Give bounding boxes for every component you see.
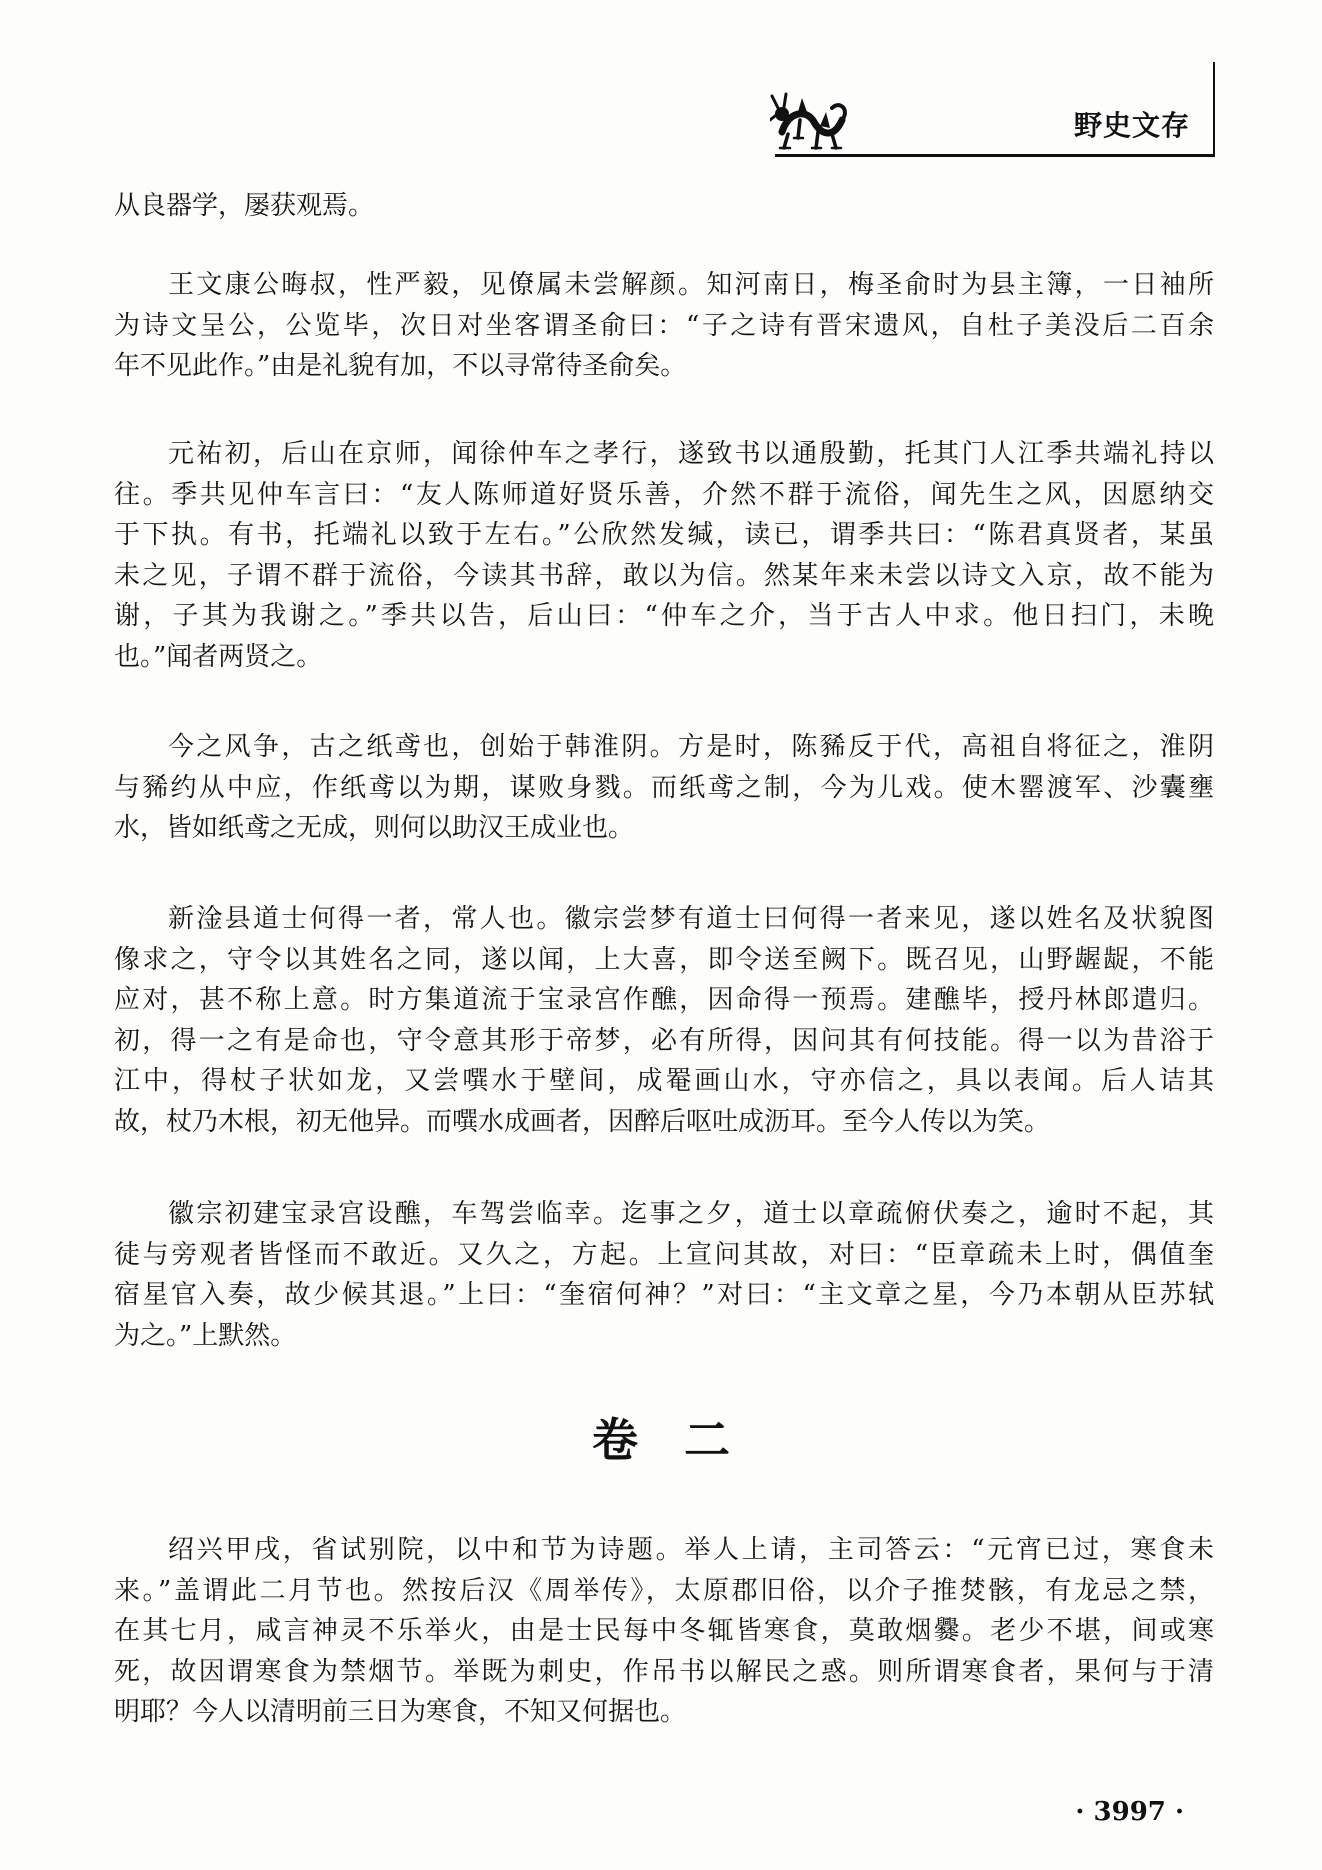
text-line: 往。季共见仲车言曰：“友人陈师道好贤乐善，介然不群于流俗，闻先生之风，因愿纳交 bbox=[114, 479, 1214, 510]
text-line: 水，皆如纸鸢之无成，则何以助汉王成业也。 bbox=[114, 813, 635, 843]
text-line: 来。”盖谓此二月节也。然按后汉《周举传》，太原郡旧俗，以介子推焚骸，有龙忌之禁， bbox=[114, 1575, 1214, 1606]
text-line: 明耶？今人以清明前三日为寒食，不知又何据也。 bbox=[114, 1697, 687, 1727]
text-line: 绍兴甲戌，省试别院，以中和节为诗题。举人上请，主司答云：“元宵已过，寒食未 bbox=[168, 1535, 1214, 1565]
dragon-emblem-icon bbox=[770, 90, 852, 154]
paragraph bbox=[114, 186, 1214, 227]
paragraph bbox=[114, 899, 1214, 1142]
text-line: 为之。”上默然。 bbox=[114, 1320, 297, 1351]
paragraph bbox=[114, 434, 1214, 677]
text-line: 今之风争，古之纸鸢也，创始于韩淮阴。方是时，陈豨反于代，高祖自将征之，淮阴 bbox=[168, 732, 1214, 762]
text-line: 也。”闻者两贤之。 bbox=[114, 641, 323, 672]
text-line: 为诗文呈公，公览毕，次日对坐客谓圣俞曰：“子之诗有晋宋遗风，自杜子美没后二百余 bbox=[114, 310, 1214, 341]
text-line: 年不见此作。”由是礼貌有加，不以寻常待圣俞矣。 bbox=[114, 351, 687, 381]
text-line: 江中，得杖子状如龙，又尝噀水于壁间，成罨画山水，守亦信之，具以表闻。后人诘其 bbox=[114, 1066, 1214, 1096]
paragraph bbox=[114, 1530, 1214, 1733]
text-line: 应对，甚不称上意。时方集道流于宝录宫作醮，因命得一预焉。建醮毕，授丹林郎遣归。 bbox=[114, 985, 1214, 1015]
text-line: 初，得一之有是命也，守令意其形于帝梦，必有所得，因问其有何技能。得一以为昔浴于 bbox=[114, 1025, 1214, 1056]
header-rule bbox=[775, 154, 1215, 157]
chapter-heading: 卷 二 bbox=[591, 1413, 730, 1467]
text-line: 从良器学，屡获观焉。 bbox=[114, 191, 375, 221]
paragraph bbox=[114, 1194, 1214, 1356]
text-line: 徒与旁观者皆怪而不敢近。又久之，方起。上宣问其故，对曰：“臣章疏未上时，偶值奎 bbox=[114, 1239, 1214, 1270]
text-line: 新淦县道士何得一者，常人也。徽宗尝梦有道士曰何得一者来见，遂以姓名及状貌图 bbox=[168, 904, 1214, 934]
header-vertical-rule bbox=[1213, 62, 1215, 156]
paragraph bbox=[114, 727, 1214, 849]
paragraph bbox=[114, 265, 1214, 387]
page-number: · 3997 · bbox=[1075, 1797, 1184, 1827]
text-line: 故，杖乃木根，初无他异。而噀水成画者，因醉后呕吐成沥耳。至今人传以为笑。 bbox=[114, 1106, 1051, 1137]
text-line: 未之见，子谓不群于流俗，今读其书辞，敢以为信。然某年来未尝以诗文入京，故不能为 bbox=[114, 560, 1214, 591]
text-line: 死，故因谓寒食为禁烟节。举既为刺史，作吊书以解民之惑。则所谓寒食者，果何与于清 bbox=[114, 1656, 1214, 1687]
running-header-title: 野史文存 bbox=[1073, 109, 1190, 142]
text-line: 宿星官入奏，故少候其退。”上曰：“奎宿何神？”对曰：“主文章之星，今乃本朝从臣苏轼 bbox=[114, 1280, 1214, 1310]
text-line: 谢，子其为我谢之。”季共以告，后山曰：“仲车之介，当于古人中求。他日扫门，未晚 bbox=[114, 601, 1214, 631]
text-line: 在其七月，咸言神灵不乐举火，由是士民每中冬辄皆寒食，莫敢烟爨。老少不堪，间或寒 bbox=[114, 1616, 1214, 1646]
text-line: 王文康公晦叔，性严毅，见僚属未尝解颜。知河南日，梅圣俞时为县主簿，一日袖所 bbox=[168, 270, 1214, 300]
text-line: 于下执。有书，托端礼以致于左右。”公欣然发缄，读已，谓季共曰：“陈君真贤者，某虽 bbox=[114, 520, 1214, 550]
text-line: 徽宗初建宝录宫设醮，车驾尝临幸。迄事之夕，道士以章疏俯伏奏之，逾时不起，其 bbox=[168, 1199, 1214, 1229]
text-line: 元祐初，后山在京师，闻徐仲车之孝行，遂致书以通殷勤，托其门人江季共端礼持以 bbox=[168, 439, 1214, 469]
text-line: 像求之，守令以其姓名之同，遂以闻，上大喜，即令送至阙下。既召见，山野龌龊，不能 bbox=[114, 944, 1214, 975]
text-line: 与豨约从中应，作纸鸢以为期，谋败身戮。而纸鸢之制，今为儿戏。使木罂渡军、沙囊壅 bbox=[114, 772, 1214, 803]
